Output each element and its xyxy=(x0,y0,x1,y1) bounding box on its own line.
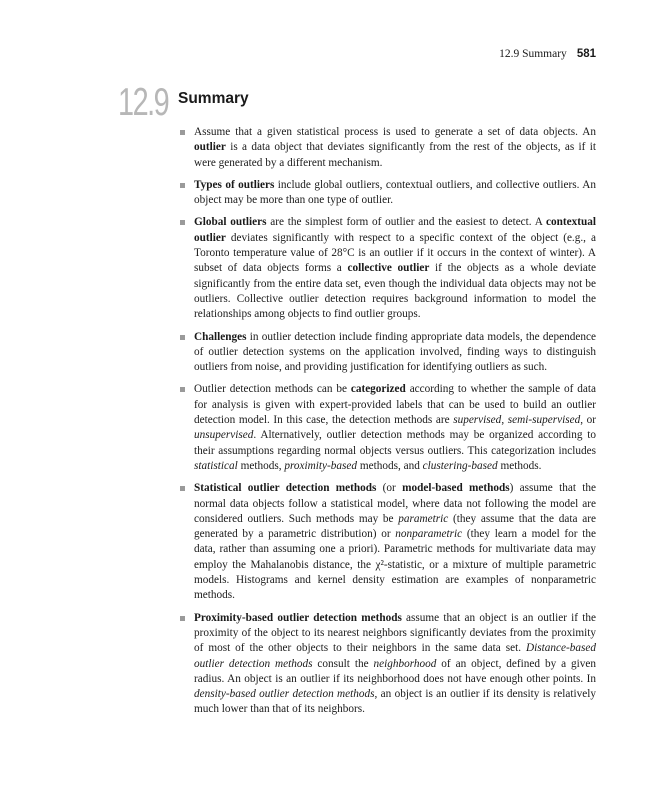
section-title: Summary xyxy=(178,90,249,107)
italic-term: statistical xyxy=(194,459,238,472)
bold-term: contextual outlier xyxy=(194,216,596,244)
text-run: Assume that a given statistical process is used to generate a set of data objects. An xyxy=(194,126,596,138)
bold-term: Challenges xyxy=(194,330,247,343)
bold-term: outlier xyxy=(194,141,226,154)
square-bullet-icon xyxy=(180,220,185,225)
text-run: of an object, defined by a given radius. An object is an outlier if its neighborhood does not have enough other points. In xyxy=(194,657,596,685)
bullet-item xyxy=(177,178,596,209)
text-run: are the simplest form of outlier and the easiest to detect. A xyxy=(266,216,546,229)
text-run: include global outliers, contextual outliers, and collective outliers. An object may be more than one type of outlier. xyxy=(194,178,596,207)
bullet-text xyxy=(194,331,596,374)
italic-term: proximity-based xyxy=(284,459,358,472)
section-number: 12.9 xyxy=(118,81,169,124)
text-run: if the objects as a whole deviate significantly from the entire data set, even though the individual data objects may not be outliers. Collective outlier detection requires background information to model the relationships among objects to find outlier groups. xyxy=(194,262,597,321)
text-run: deviates significantly with respect to a specific context of the object (e.g., a Toronto temperature value of 28°C is an outlier if it occurs in the context of winter). A subset of data objects forms a xyxy=(194,231,596,275)
italic-term: supervised xyxy=(453,414,502,427)
running-head-section: 12.9 Summary xyxy=(499,48,567,60)
text-run: Outlier detection methods can be xyxy=(194,383,351,396)
square-bullet-icon xyxy=(180,486,185,491)
bullet-text xyxy=(194,383,596,471)
running-head xyxy=(340,48,596,60)
italic-term: neighborhood xyxy=(373,657,437,670)
bullet-item xyxy=(177,215,596,322)
italic-term: Distance-based outlier detection methods xyxy=(194,642,596,670)
text-run: , an object is an outlier if its density is relatively much lower than that of its neighbors. xyxy=(194,688,596,716)
bullet-item xyxy=(177,481,596,603)
text-run: (they assume that the data are generated by a parametric distribution) or xyxy=(194,512,596,541)
bullet-text xyxy=(194,179,596,206)
square-bullet-icon xyxy=(180,387,185,392)
italic-term: nonparametric xyxy=(395,528,463,541)
bold-term: categorized xyxy=(350,383,406,396)
text-run: (or xyxy=(376,482,403,495)
square-bullet-icon xyxy=(180,183,185,188)
text-run: (they learn a model for the data, rather than assuming one a priori). Parametric methods for multivariate data may employ the Mahalanobis distance, the χ²-statistic, or a mixture of multiple parametric models. Histograms and kernel density estimation are examples of nonparametric methods. xyxy=(194,528,596,602)
text-run: methods. xyxy=(497,459,542,472)
italic-term: semi-supervised xyxy=(507,414,581,427)
bullet-item xyxy=(177,382,596,474)
bold-term: Statistical outlier detection methods xyxy=(194,482,377,495)
italic-term: clustering-based xyxy=(422,459,498,472)
italic-term: density-based outlier detection methods xyxy=(194,688,375,701)
bold-term: Types of outliers xyxy=(194,178,275,191)
text-run: according to whether the sample of data for analysis is given with expert-provided labels that can be used to build an outlier detection model. In this case, the detection methods are xyxy=(194,383,596,427)
bold-term: Global outliers xyxy=(194,216,267,229)
page-number: 581 xyxy=(576,48,596,60)
bullet-item xyxy=(177,330,596,376)
square-bullet-icon xyxy=(180,335,185,340)
text-run: . Alternatively, outlier detection methods may be organized according to their assumptions regarding normal objects versus outliers. This categorization includes xyxy=(194,429,596,457)
text-run: in outlier detection include finding appropriate data models, the dependence of outlier detection systems on the application involved, finding ways to distinguish outliers from noise, and providing justification for identifying outliers as such. xyxy=(194,330,596,374)
text-run: methods, xyxy=(237,459,285,472)
text-run: is a data object that deviates significantly from the rest of the objects, as if it were generated by a different mechanism. xyxy=(194,141,596,169)
bullet-text xyxy=(194,612,596,716)
bullet-item xyxy=(177,125,596,171)
text-run: , xyxy=(501,414,508,427)
text-run: assume that an object is an outlier if the proximity of the object to its nearest neighbors significantly deviates from the proximity of most of the other objects to their neighbors in the same data set. xyxy=(194,611,596,655)
italic-term: parametric xyxy=(398,512,449,525)
text-run: consult the xyxy=(312,657,374,670)
bullet-item xyxy=(177,611,596,718)
bold-term: collective outlier xyxy=(347,262,430,275)
italic-term: unsupervised xyxy=(194,429,254,442)
bold-term: model-based methods xyxy=(402,482,510,495)
bullet-text xyxy=(194,216,596,320)
bullet-text xyxy=(194,482,596,601)
summary-bullet-list xyxy=(177,125,596,725)
text-run: ) assume that the normal data objects follow a statistical model, where data not following the model are considered outliers. Such methods may be xyxy=(194,482,596,525)
bold-term: Proximity-based outlier detection methods xyxy=(194,611,402,624)
bullet-text xyxy=(194,126,596,169)
square-bullet-icon xyxy=(180,130,185,135)
square-bullet-icon xyxy=(180,616,185,621)
text-run: methods, and xyxy=(357,459,423,472)
text-run: , or xyxy=(580,414,597,427)
